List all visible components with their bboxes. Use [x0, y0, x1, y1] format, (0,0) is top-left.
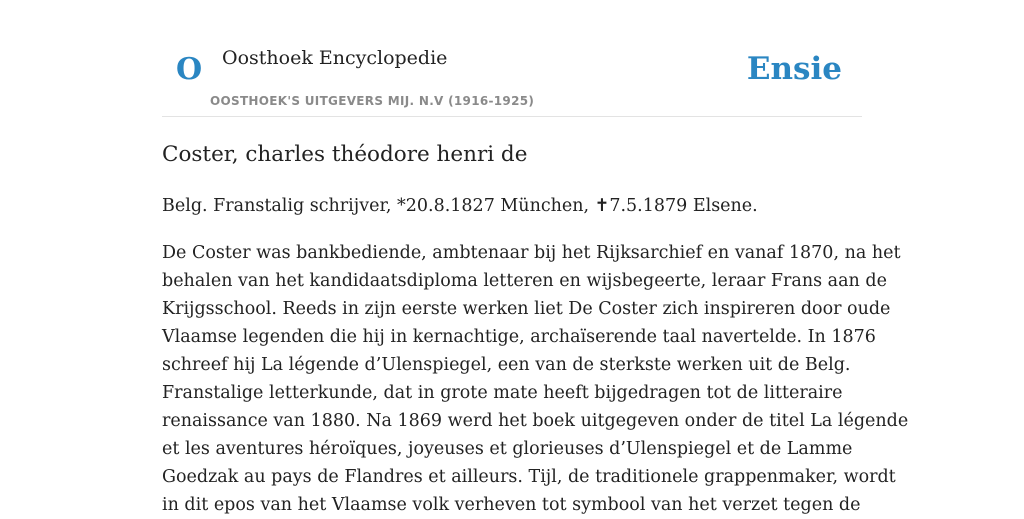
body-line: schreef hij La légende d’Ulenspiegel, een van de sterkste werken uit de Belg.	[162, 355, 851, 375]
body-line: De Coster was bankbediende, ambtenaar bij het Rijksarchief en vanaf 1870, na het	[162, 243, 901, 263]
entry-lead: Belg. Franstalig schrijver, *20.8.1827 München, ✝7.5.1879 Elsene.	[162, 196, 758, 216]
entry-body	[162, 239, 909, 519]
article	[162, 138, 909, 519]
body-line: Krijgsschool. Reeds in zijn eerste werken liet De Coster zich inspireren door oude	[162, 299, 891, 319]
publisher-label: OOSTHOEK'S UITGEVERS MIJ. N.V (1916-1925)	[210, 94, 535, 108]
body-line: et les aventures héroïques, joyeuses et glorieuses d’Ulenspiegel et de Lamme	[162, 439, 853, 459]
body-line: behalen van het kandidaatsdiploma letteren en wijsbegeerte, leraar Frans aan de	[162, 271, 887, 291]
entry-title: Coster, charles théodore henri de	[162, 142, 528, 167]
ensie-brand-link[interactable]: Ensie	[746, 51, 842, 87]
body-line: in dit epos van het Vlaamse volk verheven tot symbool van het verzet tegen de	[162, 495, 861, 515]
site-header	[162, 0, 862, 117]
site-title[interactable]: Oosthoek Encyclopedie	[222, 47, 448, 69]
body-line: renaissance van 1880. Na 1869 werd het boek uitgegeven onder de titel La légende	[162, 411, 909, 431]
site-logo[interactable]: O	[176, 52, 203, 87]
body-line: Goedzak au pays de Flandres et ailleurs. Tijl, de traditionele grappenmaker, wordt	[162, 467, 896, 487]
body-line: Vlaamse legenden die hij in kernachtige, archaïserende taal navertelde. In 1876	[162, 327, 876, 347]
body-line: Franstalige letterkunde, dat in grote mate heeft bijgedragen tot de litteraire	[162, 383, 843, 403]
